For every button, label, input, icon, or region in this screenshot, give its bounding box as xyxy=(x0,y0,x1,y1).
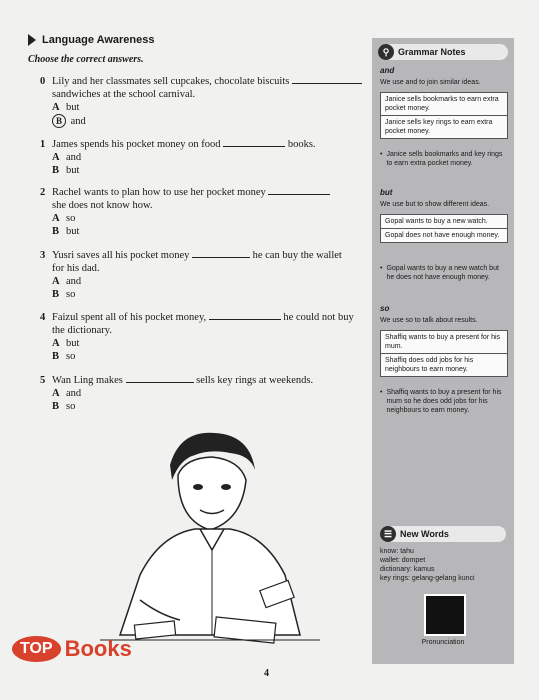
so-box-sentence: Shaffiq wants to buy a present for his mum. xyxy=(385,334,501,350)
answer-option[interactable] xyxy=(40,387,313,400)
question-stem-continued: she does not know how. xyxy=(52,200,153,211)
question-item xyxy=(40,185,330,238)
option-text: but xyxy=(66,102,80,113)
question-stem: Lily and her classmates sell cupcakes, chocolate biscuits xyxy=(52,76,290,87)
answer-blank[interactable] xyxy=(126,373,194,383)
so-heading: so xyxy=(380,304,390,313)
book-icon: ☰ xyxy=(380,526,396,542)
so-box-sentence: Shaffiq does odd jobs for his neighbours to earn money. xyxy=(381,353,507,376)
section-heading xyxy=(28,34,368,46)
question-stem: Faizul spent all of his pocket money, xyxy=(52,312,207,323)
question-stem-after: books. xyxy=(287,139,316,150)
exercise-area xyxy=(28,34,368,65)
question-item xyxy=(40,137,316,177)
section-title: Language Awareness xyxy=(42,34,155,46)
option-text: but xyxy=(66,165,80,176)
boy-counting-money-illustration xyxy=(100,425,320,655)
question-number: 3 xyxy=(40,250,46,261)
option-letter: A xyxy=(52,338,60,349)
option-text: so xyxy=(66,289,76,300)
but-example-box xyxy=(380,214,508,243)
and-example: • Janice sells bookmarks and key rings to earn extra pocket money. xyxy=(380,151,503,167)
instruction-text: Choose the correct answers. xyxy=(28,54,144,65)
and-heading: and xyxy=(380,66,395,75)
answer-blank[interactable] xyxy=(268,185,330,195)
answer-option[interactable] xyxy=(40,350,354,363)
option-letter: B xyxy=(52,351,60,362)
logo-top-text: TOP xyxy=(12,636,61,662)
option-letter: A xyxy=(52,213,60,224)
answer-blank[interactable] xyxy=(209,310,281,320)
question-stem-after: he can buy the wallet xyxy=(252,250,342,261)
question-number: 1 xyxy=(40,139,46,150)
option-text: and xyxy=(70,116,86,127)
question-item xyxy=(40,74,362,128)
logo-books-text: Books xyxy=(64,636,132,661)
sidebar-panel xyxy=(372,38,514,664)
but-box-sentence: Gopal wants to buy a new watch. xyxy=(385,218,488,225)
magnifier-icon: ⚲ xyxy=(378,44,394,60)
option-letter: B xyxy=(52,401,60,412)
question-item xyxy=(40,248,342,301)
and-example-box xyxy=(380,92,508,139)
option-letter: B xyxy=(52,289,60,300)
new-word-item: dictionary: kamus xyxy=(380,566,435,573)
question-stem-after: he could not buy xyxy=(283,312,354,323)
and-rule: We use and to join similar ideas. xyxy=(380,79,481,86)
question-number: 4 xyxy=(40,312,46,323)
option-letter: A xyxy=(52,276,60,287)
and-box-sentence: Janice sells bookmarks to earn extra pocket money. xyxy=(385,96,499,112)
new-words-title: New Words xyxy=(400,529,449,539)
but-example: • Gopal wants to buy a new watch but he does not have enough money. xyxy=(380,265,499,281)
option-letter: B xyxy=(52,165,60,176)
but-rule: We use but to show different ideas. xyxy=(380,201,490,208)
question-stem-continued: the dictionary. xyxy=(52,325,112,336)
option-text: but xyxy=(66,226,80,237)
answer-option[interactable] xyxy=(40,275,342,288)
answer-option[interactable] xyxy=(40,101,362,114)
option-letter: A xyxy=(52,102,60,113)
question-stem: James spends his pocket money on food xyxy=(52,139,221,150)
question-number: 5 xyxy=(40,375,46,386)
grammar-notes-header xyxy=(378,44,508,60)
grammar-notes-title: Grammar Notes xyxy=(398,47,466,57)
answer-option[interactable] xyxy=(40,164,316,177)
option-text: so xyxy=(66,401,76,412)
new-words-list xyxy=(380,547,475,583)
answer-option[interactable] xyxy=(40,114,362,128)
but-heading: but xyxy=(380,188,393,197)
option-letter: A xyxy=(52,388,60,399)
pronunciation-label: Pronunciation xyxy=(421,639,465,646)
answer-option[interactable] xyxy=(40,288,342,301)
option-letter: B xyxy=(52,226,60,237)
answer-option[interactable] xyxy=(40,400,313,413)
option-text: and xyxy=(66,152,82,163)
option-text: and xyxy=(66,276,82,287)
option-text: and xyxy=(66,388,82,399)
question-number: 2 xyxy=(40,187,46,198)
question-number: 0 xyxy=(40,76,46,87)
so-example-box xyxy=(380,330,508,377)
but-box-sentence: Gopal does not have enough money. xyxy=(381,228,507,242)
new-word-item: know: tahu xyxy=(380,548,414,555)
option-text: so xyxy=(66,351,76,362)
question-stem-continued: sandwiches at the school carnival. xyxy=(52,89,196,100)
option-text: but xyxy=(66,338,80,349)
and-box-sentence: Janice sells key rings to earn extra pocket money. xyxy=(381,115,507,138)
question-stem: Rachel wants to plan how to use her pocket money xyxy=(52,187,266,198)
answer-blank[interactable] xyxy=(192,248,250,258)
answer-option[interactable] xyxy=(40,151,316,164)
question-item xyxy=(40,310,354,363)
question-stem-after: sells key rings at weekends. xyxy=(196,375,314,386)
answer-blank[interactable] xyxy=(223,137,285,147)
answer-blank[interactable] xyxy=(292,74,362,84)
answer-option[interactable] xyxy=(40,337,354,350)
question-stem: Wan Ling makes xyxy=(52,375,123,386)
so-example: • Shaffiq wants to buy a present for his mum so he does odd jobs for his neighbours to earn money. xyxy=(380,389,502,414)
page-number: 4 xyxy=(264,668,269,679)
question-stem-continued: for his dad. xyxy=(52,263,100,274)
question-stem: Yusri saves all his pocket money xyxy=(52,250,190,261)
circled-option-letter: B xyxy=(52,114,66,128)
pronunciation-qr-code[interactable] xyxy=(424,594,466,636)
new-word-item: key rings: gelang-gelang kunci xyxy=(380,575,475,582)
topbooks-logo xyxy=(12,636,132,662)
question-item xyxy=(40,373,313,413)
so-rule: We use so to talk about results. xyxy=(380,317,478,324)
new-word-item: wallet: dompet xyxy=(380,557,426,564)
answer-option[interactable] xyxy=(40,212,330,225)
option-letter: A xyxy=(52,152,60,163)
answer-option[interactable] xyxy=(40,225,330,238)
new-words-header xyxy=(380,526,506,542)
triangle-bullet-icon xyxy=(28,34,36,46)
option-text: so xyxy=(66,213,76,224)
